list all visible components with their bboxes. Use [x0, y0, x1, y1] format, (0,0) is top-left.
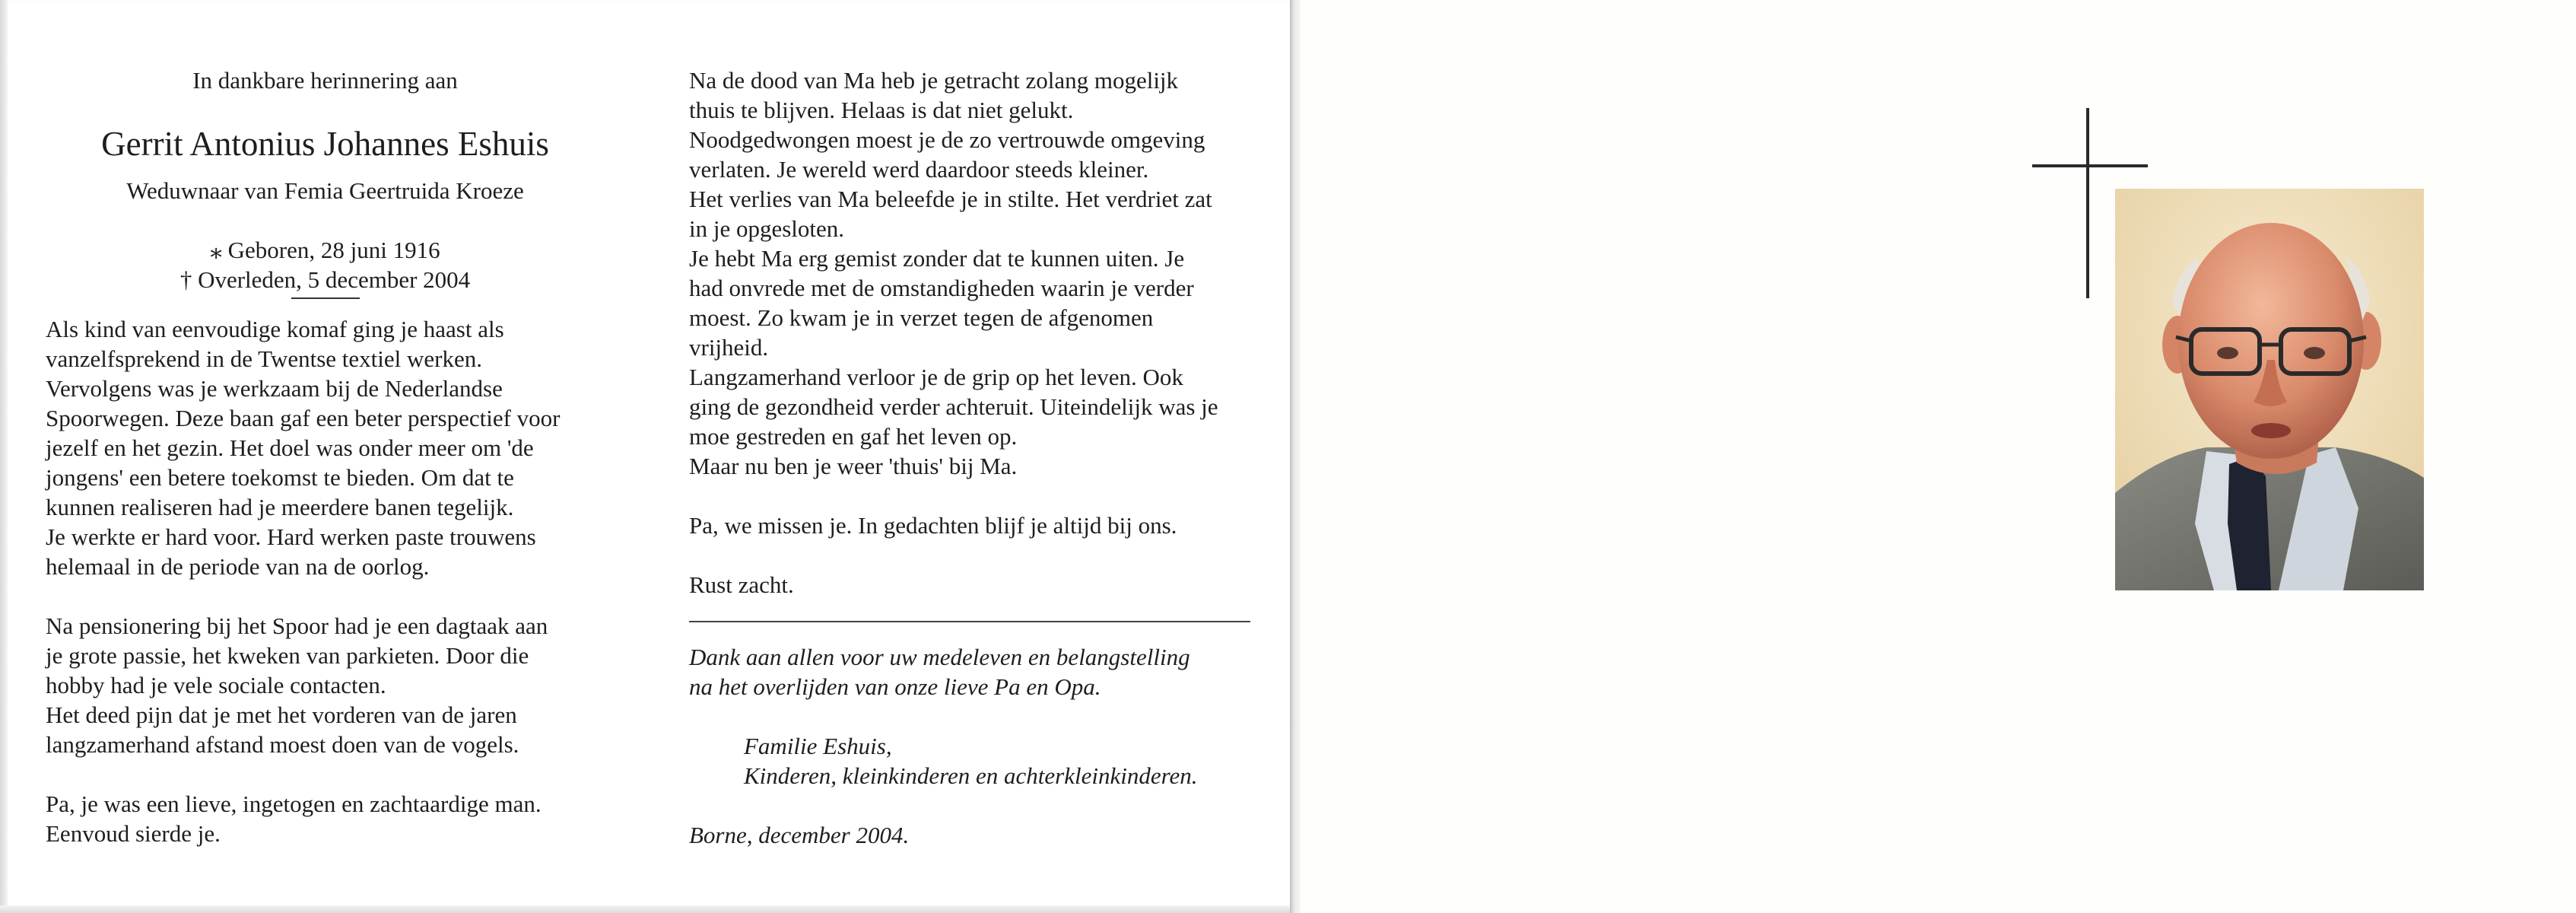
text-line: vanzelfsprekend in de Twentse textiel werken. — [46, 345, 482, 372]
text-line: Na de dood van Ma heb je getracht zolang mogelijk — [689, 67, 1179, 94]
tribute-text-left — [46, 314, 605, 848]
text-line: Spoorwegen. Deze baan gaf een beter perspectief voor — [46, 405, 561, 431]
text-line: verlaten. Je wereld werd daardoor steeds kleiner. — [689, 156, 1149, 183]
mouth — [2251, 423, 2291, 438]
text-line: moest. Zo kwam je in verzet tegen de afgenomen — [689, 304, 1154, 331]
text-line: langzamerhand afstand moest doen van de vogels. — [46, 731, 519, 758]
thanks-line: Dank aan allen voor uw medeleven en belangstelling — [689, 644, 1190, 670]
text-line: moe gestreden en gaf het leven op. — [689, 423, 1018, 450]
text-line: Langzamerhand verloor je de grip op het leven. Ook — [689, 364, 1183, 390]
text-line: jezelf en het gezin. Het doel was onder meer om 'de — [46, 434, 534, 461]
text-line: jongens' een betere toekomst te bieden. Om dat te — [46, 464, 514, 491]
long-divider — [689, 621, 1250, 622]
cross-horizontal-bar — [2032, 164, 2148, 167]
text-line: vrijheid. — [689, 334, 769, 361]
portrait-photo — [2115, 189, 2424, 590]
text-line: Het verlies van Ma beleefde je in stilte. Het verdriet zat — [689, 186, 1212, 212]
text-line: Pa, je was een lieve, ingetogen en zachtaardige man. — [46, 791, 542, 817]
intro-text: In dankbare herinnering aan — [192, 67, 458, 94]
text-line: helemaal in de periode van na de oorlog. — [46, 553, 430, 580]
text-line: Het deed pijn dat je met het vorderen van de jaren — [46, 701, 517, 728]
signature-line: Familie Eshuis, — [744, 733, 892, 759]
text-line: Noodgedwongen moest je de zo vertrouwde omgeving — [689, 126, 1205, 153]
text-line: je grote passie, het kweken van parkieten. Door die — [46, 642, 529, 669]
card-edge-left — [0, 0, 8, 913]
text-line: Als kind van eenvoudige komaf ging je haast als — [46, 316, 504, 342]
text-line: Na pensionering bij het Spoor had je een dagtaak aan — [46, 612, 548, 639]
fold-divider — [1290, 0, 1301, 913]
text-column-left — [46, 65, 605, 848]
thanks-line: na het overlijden van onze lieve Pa en Opa. — [689, 673, 1101, 700]
card-edge-bottom — [0, 905, 1290, 913]
text-column-right — [689, 65, 1250, 850]
text-line: Pa, we missen je. In gedachten blijf je altijd bij ons. — [689, 512, 1177, 539]
paragraph-gap — [689, 481, 1250, 511]
birth-date: ⁎ Geboren, 28 juni 1916 — [210, 237, 440, 263]
widower-line: Weduwnaar van Femia Geertruida Kroeze — [126, 177, 524, 204]
text-line: Eenvoud sierde je. — [46, 820, 221, 847]
tie — [2228, 456, 2271, 590]
text-line: Je werkte er hard voor. Hard werken paste trouwens — [46, 523, 536, 550]
paragraph-gap — [689, 540, 1250, 570]
family-signature — [689, 731, 1250, 791]
deceased-name: Gerrit Antonius Johannes Eshuis — [101, 125, 549, 163]
text-line: Maar nu ben je weer 'thuis' bij Ma. — [689, 453, 1018, 479]
short-divider — [291, 297, 360, 299]
paragraph-gap — [46, 581, 605, 611]
paragraph-gap — [46, 759, 605, 789]
cross-vertical-bar — [2086, 108, 2089, 298]
death-date: † Overleden, 5 december 2004 — [179, 266, 471, 293]
text-line: hobby had je vele sociale contacten. — [46, 672, 386, 698]
text-line: ging de gezondheid verder achteruit. Uiteindelijk was je — [689, 393, 1218, 420]
place-and-date: Borne, december 2004. — [689, 822, 910, 848]
text-line: in je opgesloten. — [689, 215, 845, 242]
text-line: kunnen realiseren had je meerdere banen tegelijk. — [46, 494, 514, 520]
text-line: had onvrede met de omstandigheden waarin je verder — [689, 275, 1194, 301]
text-line: Rust zacht. — [689, 571, 794, 598]
text-line: thuis te blijven. Helaas is dat niet gelukt. — [689, 97, 1074, 123]
signature-line: Kinderen, kleinkinderen en achterkleinkinderen. — [744, 762, 1198, 789]
text-line: Vervolgens was je werkzaam bij de Nederlandse — [46, 375, 503, 402]
text-line: Je hebt Ma erg gemist zonder dat te kunnen uiten. Je — [689, 245, 1185, 272]
